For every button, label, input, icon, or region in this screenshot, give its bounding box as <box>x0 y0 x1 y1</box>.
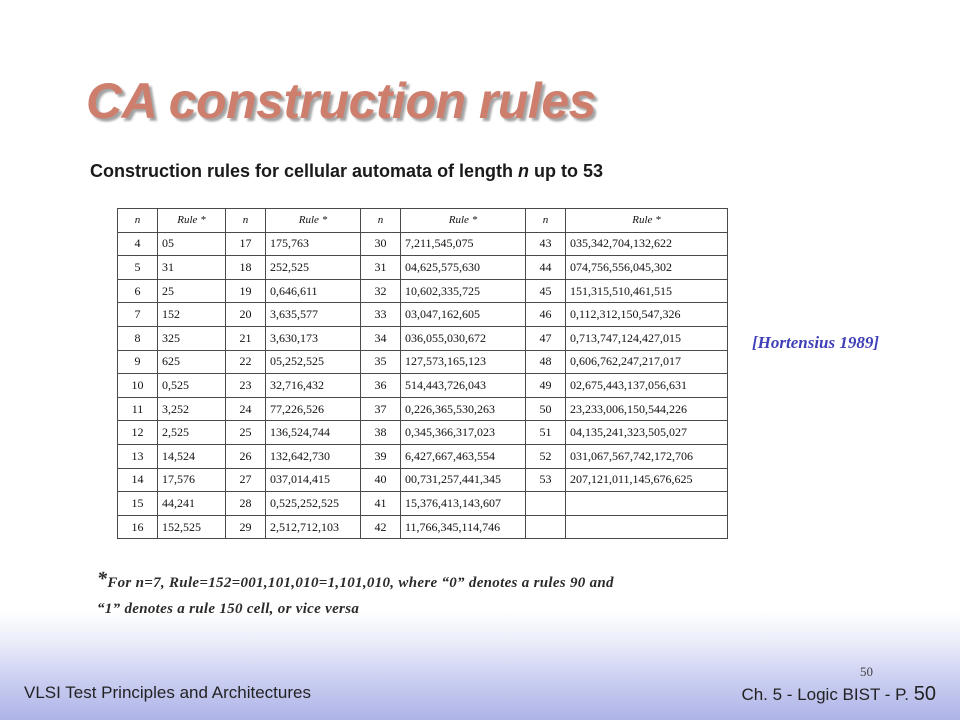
length-cell: 7 <box>118 303 158 327</box>
rule-cell: 031,067,567,742,172,706 <box>566 444 728 468</box>
rule-cell: 0,525 <box>158 374 226 398</box>
rule-cell: 0,646,611 <box>266 279 361 303</box>
rule-cell: 3,252 <box>158 397 226 421</box>
table-header-row <box>118 209 728 233</box>
table-header-cell: n <box>118 209 158 233</box>
subtitle-suffix: up to 53 <box>529 161 604 181</box>
rule-cell: 036,055,030,672 <box>401 326 526 350</box>
length-cell: 39 <box>361 444 401 468</box>
rule-cell: 3,630,173 <box>266 326 361 350</box>
length-cell: 21 <box>226 326 266 350</box>
length-cell: 41 <box>361 492 401 516</box>
table-row <box>118 492 728 516</box>
length-cell: 23 <box>226 374 266 398</box>
length-cell: 37 <box>361 397 401 421</box>
rule-cell: 2,512,712,103 <box>266 515 361 539</box>
length-cell: 40 <box>361 468 401 492</box>
rule-cell: 23,233,006,150,544,226 <box>566 397 728 421</box>
length-cell: 9 <box>118 350 158 374</box>
rule-cell: 32,716,432 <box>266 374 361 398</box>
table-row <box>118 279 728 303</box>
length-cell: 35 <box>361 350 401 374</box>
rule-cell: 0,226,365,530,263 <box>401 397 526 421</box>
rule-cell: 02,675,443,137,056,631 <box>566 374 728 398</box>
length-cell: 8 <box>118 326 158 350</box>
length-cell: 27 <box>226 468 266 492</box>
table-row <box>118 326 728 350</box>
length-cell: 24 <box>226 397 266 421</box>
rule-cell: 04,625,575,630 <box>401 256 526 280</box>
rule-cell: 15,376,413,143,607 <box>401 492 526 516</box>
length-cell: 47 <box>526 326 566 350</box>
footer-page-number: 50 <box>913 683 936 705</box>
subtitle <box>90 161 603 182</box>
slide-title: CA construction rules <box>86 73 596 129</box>
rule-cell: 132,642,730 <box>266 444 361 468</box>
length-cell: 49 <box>526 374 566 398</box>
length-cell: 10 <box>118 374 158 398</box>
length-cell: 11 <box>118 397 158 421</box>
length-cell: 15 <box>118 492 158 516</box>
table-header-cell: Rule * <box>401 209 526 233</box>
table-header-cell: Rule * <box>266 209 361 233</box>
rule-cell: 3,635,577 <box>266 303 361 327</box>
table-row <box>118 232 728 256</box>
rule-cell: 17,576 <box>158 468 226 492</box>
table-row <box>118 303 728 327</box>
footer-chapter-page <box>741 683 936 706</box>
length-cell: 52 <box>526 444 566 468</box>
rule-cell: 0,112,312,150,547,326 <box>566 303 728 327</box>
length-cell <box>526 492 566 516</box>
rule-cell: 05 <box>158 232 226 256</box>
rule-cell: 252,525 <box>266 256 361 280</box>
length-cell: 6 <box>118 279 158 303</box>
table-row <box>118 374 728 398</box>
table-body <box>118 232 728 539</box>
table-row <box>118 421 728 445</box>
length-cell: 22 <box>226 350 266 374</box>
length-cell: 14 <box>118 468 158 492</box>
rule-cell: 152 <box>158 303 226 327</box>
length-cell: 38 <box>361 421 401 445</box>
rule-cell: 0,525,252,525 <box>266 492 361 516</box>
construction-rules-table <box>117 208 728 539</box>
table-header-cell: Rule * <box>566 209 728 233</box>
length-cell: 29 <box>226 515 266 539</box>
table-header-cell: n <box>526 209 566 233</box>
length-cell: 19 <box>226 279 266 303</box>
rule-cell: 03,047,162,605 <box>401 303 526 327</box>
rule-cell: 136,524,744 <box>266 421 361 445</box>
subtitle-prefix: Construction rules for cellular automata of length <box>90 161 519 181</box>
rule-cell <box>566 515 728 539</box>
length-cell: 46 <box>526 303 566 327</box>
rule-cell: 325 <box>158 326 226 350</box>
length-cell: 33 <box>361 303 401 327</box>
length-cell: 26 <box>226 444 266 468</box>
table-row <box>118 468 728 492</box>
rule-cell: 77,226,526 <box>266 397 361 421</box>
length-cell: 42 <box>361 515 401 539</box>
length-cell: 34 <box>361 326 401 350</box>
table-header-cell: Rule * <box>158 209 226 233</box>
length-cell: 43 <box>526 232 566 256</box>
length-cell: 17 <box>226 232 266 256</box>
length-cell: 36 <box>361 374 401 398</box>
rule-cell <box>566 492 728 516</box>
table-header-cell: n <box>226 209 266 233</box>
rule-cell: 7,211,545,075 <box>401 232 526 256</box>
length-cell: 30 <box>361 232 401 256</box>
rule-cell: 127,573,165,123 <box>401 350 526 374</box>
rule-cell: 2,525 <box>158 421 226 445</box>
footer-chapter: Ch. 5 - Logic BIST - P. <box>741 685 914 704</box>
rule-cell: 074,756,556,045,302 <box>566 256 728 280</box>
length-cell: 45 <box>526 279 566 303</box>
rule-cell: 0,713,747,124,427,015 <box>566 326 728 350</box>
length-cell: 18 <box>226 256 266 280</box>
length-cell: 31 <box>361 256 401 280</box>
rule-cell: 11,766,345,114,746 <box>401 515 526 539</box>
rule-cell: 514,443,726,043 <box>401 374 526 398</box>
citation: [Hortensius 1989] <box>752 333 880 352</box>
rule-cell: 6,427,667,463,554 <box>401 444 526 468</box>
length-cell: 53 <box>526 468 566 492</box>
rule-cell: 10,602,335,725 <box>401 279 526 303</box>
length-cell: 50 <box>526 397 566 421</box>
rule-cell: 05,252,525 <box>266 350 361 374</box>
slide-number: 50 <box>860 664 873 679</box>
rule-cell: 035,342,704,132,622 <box>566 232 728 256</box>
length-cell: 5 <box>118 256 158 280</box>
table-row <box>118 350 728 374</box>
rule-cell: 00,731,257,441,345 <box>401 468 526 492</box>
table-row <box>118 444 728 468</box>
rule-cell: 037,014,415 <box>266 468 361 492</box>
rule-cell: 625 <box>158 350 226 374</box>
footer-course-title: VLSI Test Principles and Architectures <box>24 683 311 702</box>
rule-cell: 152,525 <box>158 515 226 539</box>
length-cell: 4 <box>118 232 158 256</box>
table-row <box>118 397 728 421</box>
rule-cell: 25 <box>158 279 226 303</box>
rule-cell: 14,524 <box>158 444 226 468</box>
footnote <box>97 566 857 622</box>
length-cell: 32 <box>361 279 401 303</box>
length-cell: 20 <box>226 303 266 327</box>
rule-cell: 175,763 <box>266 232 361 256</box>
rule-cell: 207,121,011,145,676,625 <box>566 468 728 492</box>
rule-cell: 04,135,241,323,505,027 <box>566 421 728 445</box>
table-row <box>118 515 728 539</box>
table-row <box>118 256 728 280</box>
footnote-line-1: For n=7, Rule=152=001,101,010=1,101,010, where “0” denotes a rules 90 and <box>107 575 614 591</box>
length-cell: 12 <box>118 421 158 445</box>
table-header-cell: n <box>361 209 401 233</box>
rule-cell: 0,345,366,317,023 <box>401 421 526 445</box>
length-cell: 13 <box>118 444 158 468</box>
length-cell <box>526 515 566 539</box>
footnote-line-2: “1” denotes a rule 150 cell, or vice versa <box>97 601 360 617</box>
footnote-star: * <box>97 568 108 590</box>
length-cell: 44 <box>526 256 566 280</box>
length-cell: 28 <box>226 492 266 516</box>
rule-cell: 44,241 <box>158 492 226 516</box>
rule-cell: 0,606,762,247,217,017 <box>566 350 728 374</box>
rule-cell: 151,315,510,461,515 <box>566 279 728 303</box>
length-cell: 48 <box>526 350 566 374</box>
length-cell: 25 <box>226 421 266 445</box>
subtitle-variable: n <box>518 161 530 181</box>
length-cell: 51 <box>526 421 566 445</box>
rule-cell: 31 <box>158 256 226 280</box>
length-cell: 16 <box>118 515 158 539</box>
